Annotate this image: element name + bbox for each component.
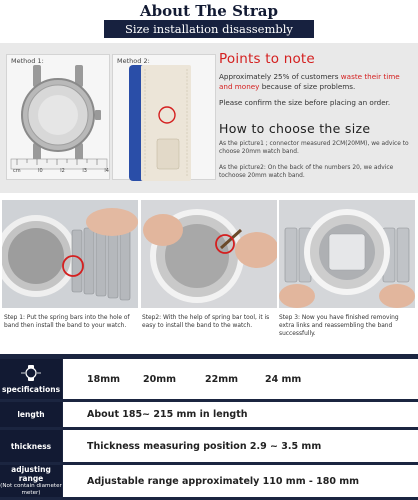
picture-1-description: As the picture1 ; connector measured 2CM(20MM), we advice to choose 20mm watch band. (219, 141, 409, 155)
choose-size-title: How to choose the size (219, 121, 371, 136)
watch-crown (95, 110, 101, 120)
ruler-label: l3 (82, 168, 87, 174)
spec-label-cell (0, 430, 62, 462)
points-to-note-title: Points to note (219, 51, 315, 67)
method-2-image (112, 54, 216, 180)
spec-value-thickness: Thickness measuring position 2.9 ~ 3.5 mm (87, 440, 322, 452)
size-option: 24 mm (265, 373, 302, 385)
confirm-size-text: Please confirm the size before placing an order. (219, 98, 391, 107)
method-1-image (6, 54, 110, 180)
page-title: About The Strap (140, 2, 278, 20)
spring-bar-tool-illustration (141, 200, 277, 308)
ruler-label: l4 (104, 168, 109, 174)
step-3-photo (279, 200, 415, 308)
spec-row-thickness (0, 430, 418, 462)
spec-value-adjusting-range: Adjustable range approximately 110 mm - 180 mm (87, 475, 360, 487)
size-option: 18mm (87, 373, 121, 385)
watch-back-inner (38, 95, 78, 135)
hand (86, 208, 138, 236)
spec-value-cell (63, 359, 418, 399)
spec-row-adjusting-range (0, 465, 418, 497)
watch-strap-icon (20, 365, 42, 381)
hand-left (279, 284, 315, 308)
size-option: 20mm (143, 373, 177, 385)
hand-right (235, 232, 277, 268)
note-text-end: because of size problems. (259, 82, 356, 91)
hand-right (379, 284, 415, 308)
ruler-label: l2 (60, 168, 65, 174)
spec-label-adjusting-note: (Not contain diameter meter) (0, 483, 62, 496)
points-to-note-text (219, 72, 415, 92)
method-1-label: Method 1: (11, 57, 44, 65)
install-bar-illustration (2, 200, 138, 308)
assembled-band-illustration (279, 200, 415, 308)
watch-face (8, 228, 64, 284)
ruler-labels (13, 168, 109, 174)
step-1-text: Step 1: Put the spring bars into the hole of band then install the band to your watch. (4, 315, 130, 329)
spec-row-length (0, 402, 418, 427)
note-highlight: waste their time and money (219, 72, 400, 91)
spec-value-length: About 185~ 215 mm in length (87, 409, 248, 420)
spec-label-cell (0, 359, 62, 399)
step-2-text: Step2: With the help of spring bar tool, it is easy to install the band to the watch. (142, 315, 270, 329)
watch-case-illustration (7, 55, 111, 181)
strap-stamp (157, 139, 179, 169)
page-subtitle: Size installation disassembly (125, 22, 293, 36)
spec-label-thickness: thickness (10, 441, 52, 451)
ruler-label: cm (13, 168, 21, 174)
spec-value-cell (63, 430, 418, 462)
spec-label-adjusting-range: adjusting range (11, 465, 51, 483)
header (0, 0, 418, 42)
picture-2-description: As the picture2: On the back of the numbers 20, we advice tochoose 20mm watch band. (219, 165, 394, 179)
spec-value-cell (63, 402, 418, 427)
spec-label-specifications: specifications (1, 384, 61, 394)
ruler-label: l0 (38, 168, 43, 174)
spec-label-cell (0, 465, 62, 497)
step-2-photo (141, 200, 277, 308)
clasp (329, 234, 365, 270)
step-3-text: Step 3: Now you have finished removing extra links and reassembling the band successfully. (279, 315, 399, 337)
hand-left (143, 214, 183, 246)
size-option: 22mm (205, 373, 239, 385)
method-2-label: Method 2: (117, 57, 150, 65)
spec-label-cell (0, 402, 62, 427)
spec-row-sizes (0, 359, 418, 399)
spec-value-cell (63, 465, 418, 497)
note-text-start: Approximately 25% of customers (219, 72, 341, 81)
leather-strap-illustration (113, 55, 217, 181)
step-1-photo (2, 200, 138, 308)
spec-label-length: length (17, 410, 45, 419)
